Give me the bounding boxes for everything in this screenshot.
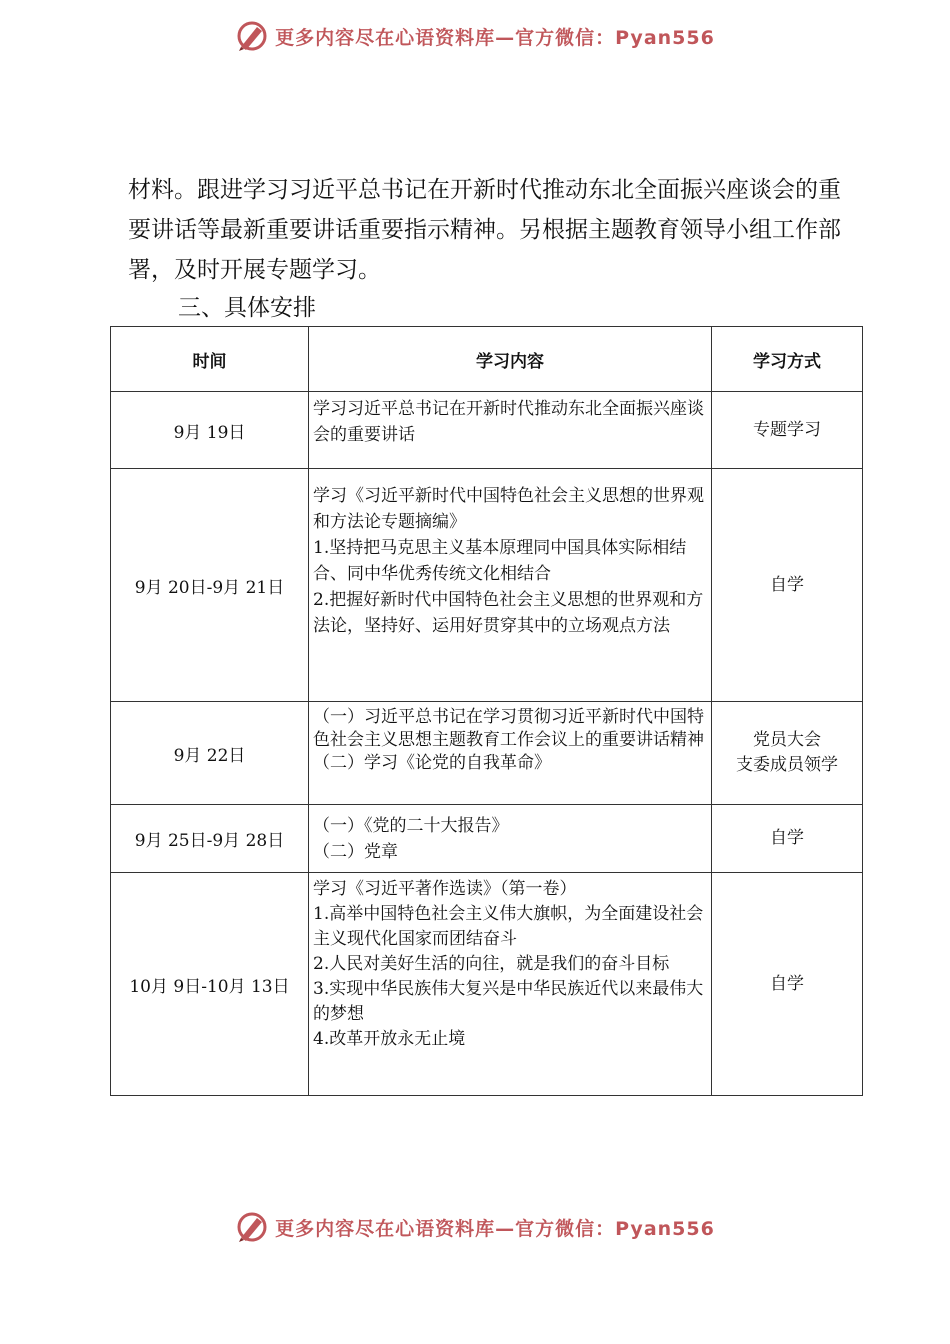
row-content: [309, 702, 712, 805]
content-line: （二）党章: [313, 841, 398, 862]
pen-in-circle-icon: [235, 1210, 269, 1244]
row-method: [712, 805, 863, 873]
section-heading: 三、具体安排: [178, 295, 316, 321]
row-method: [712, 469, 863, 702]
table-row: [111, 469, 863, 702]
method-line: 专题学习: [753, 419, 821, 440]
row-method: [712, 392, 863, 469]
schedule-table: [110, 326, 863, 1096]
row-content: [309, 805, 712, 873]
row-content: [309, 469, 712, 702]
row-method: [712, 873, 863, 1096]
watermark-banner-top: [0, 16, 950, 56]
table-row: [111, 392, 863, 469]
row-time: 9月 25日-9月 28日: [111, 805, 309, 873]
pen-in-circle-icon: [235, 19, 269, 53]
body-paragraph: 材料。跟进学习习近平总书记在开新时代推动东北全面振兴座谈会的重要讲话等最新重要讲话重要指示精神。另根据主题教育领导小组工作部署，及时开展专题学习。: [128, 177, 841, 283]
content-line: 学习习近平总书记在开新时代推动东北全面振兴座谈会的重要讲话: [313, 399, 704, 445]
header-method: 学习方式: [712, 327, 863, 392]
content-line: 4.改革开放永无止境: [313, 1029, 466, 1049]
content-line: （一）习近平总书记在学习贯彻习近平新时代中国特色社会主义思想主题教育工作会议上的重要讲话精神: [313, 707, 704, 750]
content-line: 3.实现中华民族伟大复兴是中华民族近代以来最伟大的梦想: [313, 979, 704, 1024]
content-line: 学习《习近平新时代中国特色社会主义思想的世界观和方法论专题摘编》: [313, 486, 704, 532]
table-row: [111, 702, 863, 805]
row-content: [309, 392, 712, 469]
method-line: 自学: [770, 973, 804, 994]
method-line: 自学: [770, 574, 804, 595]
watermark-text: 更多内容尽在心语资料库—官方微信：Pyan556: [275, 1217, 715, 1240]
method-line: 支委成员领学: [736, 755, 838, 775]
content-line: 1.坚持把马克思主义基本原理同中国具体实际相结合、同中华优秀传统文化相结合: [313, 538, 687, 584]
header-time: 时间: [111, 327, 309, 392]
row-time: 9月 19日: [111, 392, 309, 469]
watermark-banner-bottom: [0, 1207, 950, 1247]
content-line: 2.把握好新时代中国特色社会主义思想的世界观和方法论，坚持好、运用好贯穿其中的立场观点方法: [313, 590, 704, 636]
row-time: 10月 9日-10月 13日: [111, 873, 309, 1096]
row-time: 9月 20日-9月 21日: [111, 469, 309, 702]
table-header-row: [111, 327, 863, 392]
watermark-text: 更多内容尽在心语资料库—官方微信：Pyan556: [275, 26, 715, 49]
header-content: 学习内容: [309, 327, 712, 392]
table-row: [111, 805, 863, 873]
row-content: [309, 873, 712, 1096]
content-line: 学习《习近平著作选读》（第一卷）: [313, 879, 577, 899]
method-line: 自学: [770, 828, 804, 848]
content-line: 1.高举中国特色社会主义伟大旗帜，为全面建设社会主义现代化国家而团结奋斗: [313, 904, 704, 949]
content-line: 2.人民对美好生活的向往，就是我们的奋斗目标: [313, 954, 670, 974]
content-line: （二）学习《论党的自我革命》: [313, 753, 551, 773]
content-line: （一）《党的二十大报告》: [313, 815, 509, 836]
row-method: [712, 702, 863, 805]
method-line: 党员大会: [753, 730, 821, 750]
table-row: [111, 873, 863, 1096]
row-time: 9月 22日: [111, 702, 309, 805]
